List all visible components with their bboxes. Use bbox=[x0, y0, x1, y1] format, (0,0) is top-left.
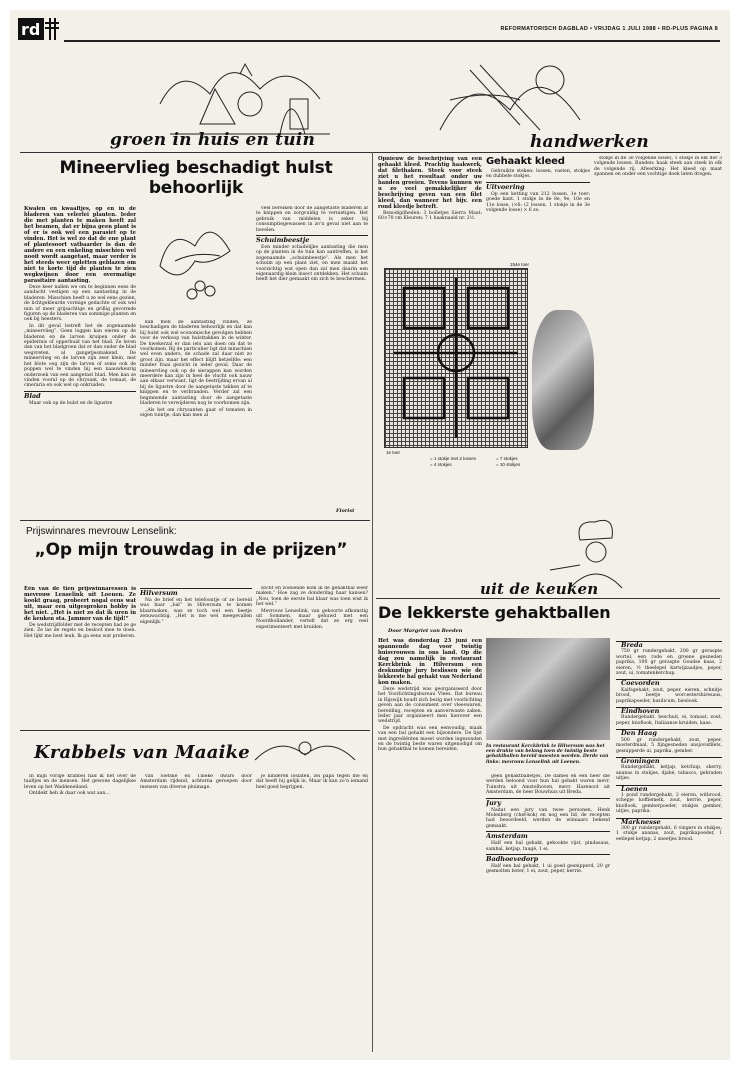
article2-col1 bbox=[24, 586, 136, 726]
article2-p4: Mevrouw Lenselink, van geboorte afkomstig uit Sommen, maar gehuwd met een Noordhollander, vertelt dat ze erg veel experimenteert met kruiden. bbox=[256, 608, 368, 630]
handwerk-col2 bbox=[486, 156, 590, 266]
recipe-text: 750 gr rundergehakt, 200 gr geraspte wortel, een rode en groene gesneden paprika, 100 gr geraspte Goudse kaas, 2 eieren, ½ theelepel karwijzaadjes, peper, zout, ui, tomatenketchup. bbox=[616, 649, 722, 677]
crochet-motif bbox=[384, 268, 528, 448]
article2-lead: Eén van de tien prijswinnaressen is mevrouw Lenselink uit Loenen. Ze kookt graag, probeert nogal eens wat uit, maar een uitgesproken hobby is het niet. „Het is niet zo dat ik uren in de keuken sta. Jammer van de tijd!” bbox=[24, 586, 136, 622]
article2-p2: Na de brief en het telefoontje of ze bereid was haar „bal” in Hilversum te komen klaarmaken, was ze toch wel een beetje zenuwachtig. „Het is me wel meegevallen eigenlijk.” bbox=[140, 598, 252, 625]
newspaper-page bbox=[10, 10, 730, 1060]
blad-text: Maar ook op de hulst en de ligustre bbox=[29, 400, 113, 406]
section-rule bbox=[20, 152, 720, 153]
article3-col2 bbox=[486, 774, 610, 1052]
handwerk-steken: Gebruikte steken: lossen, vasten, stokjes en dubbele stokjes. bbox=[486, 169, 590, 180]
section-krabbels: Krabbels van Maaike bbox=[34, 742, 250, 763]
legend-10: = 10 stokjes bbox=[496, 462, 521, 467]
recipe-title: Coevorden bbox=[616, 679, 722, 686]
article2-p1: De wedstrijdfolder met de recepten had ze ge zien. Ze las de regels en besloot mee te doen. Het lijkt me best leuk. Ik ga eens wat proberen. bbox=[24, 623, 136, 639]
chef-illustration bbox=[540, 510, 650, 590]
recipes-sidebar bbox=[616, 638, 722, 1052]
recipe-text: 1 pond rundergehakt, 2 eieren, witbrood, schepje koffiemelk, zout, kerrie, peper, knoflook, gemberpoeder, stukjes gember, uitjes, paprika. bbox=[616, 792, 722, 815]
handwerk-uitvoering: Op een ketting van 212 lossen. 1e toer: goede kant. 1 stokje in de 8e, 9e, 10e en 11e losse, (×6: (2 lossen, 1 stokje in de 3e volgende losse) × 6 zo. bbox=[486, 191, 590, 214]
handwerk-right: stokje in de 3e volgende losse), 1 stokje in elk der 3 volgende lossen. Randen: haak steek aan steek in elk de volgende rij. Afwerking: Het kleed op maat spannen en onder een vochtige doek laten drogen. bbox=[594, 156, 722, 178]
legend-4: = 4 stokjes bbox=[430, 462, 452, 467]
article2-col3 bbox=[256, 586, 368, 726]
jury-subhead: Jury bbox=[486, 798, 610, 807]
article1-bottom-rule bbox=[20, 520, 370, 521]
krabbels-illustration bbox=[250, 730, 360, 770]
krabbels-p4: je kinderen loslaten, zei papa tegen me en dat heeft hij gelijk in. Maar ik kan zo’n iemand heel goed begrijpen. bbox=[256, 774, 368, 790]
chart-first-row: 1e toer bbox=[386, 450, 401, 455]
article3-badhoeve: Half een bal gehakt, 1 ui goed gesnipperd, 20 gr gesmolten boter, 1 ei, zout, peper, kerrie. bbox=[486, 864, 610, 875]
recipe-text: Rundergehakt, beschuit, ei, tomaat, zout, peper, knoflook, Italiaanse kruiden, kaas. bbox=[616, 715, 722, 726]
doily-photo bbox=[532, 310, 594, 450]
article3-p1: Deze wedstrijd was georganiseerd door het Voorlichtingsbureau Vlees. Dat bureau in Rijswijk houdt zich bezig met voorlichting geven aan de consument over vleeswaren, bereiding, recepten en aanverwante zaken. Ieder jaar organiseert men hierover een wedstrijd. bbox=[378, 687, 482, 725]
section-groen: groen in huis en tuin bbox=[110, 130, 316, 150]
article1-p3: kan men de aantasting vinden, ze beschadigen de bladeren behoorlijk en dat kan bij hulst ook wel economische gevolgen hebben voor de verkoop van hulsttakken in de winter. De kwekerzal er dan iets aan doen om dat te voorkomen. Bij de particulier ligt dat minschien wel even anders, de schade zal daar niet zo groot zijn, maar het effect blijft hetzelfde: een minder fraai gezicht in ieder geval. Daar de mineervlieg ook op de sierappen kan worden meerdere kan zijn in heel de vlucht ook nauw aan elkaar verwant, ligt de bestrijding ervan al bij de ligustre door de aangetaste takken af te knippen en te verbranden. Verder zal een beginnende aantasting door de aangetaste bladeren te verwijderen nog te voorkomen zijn. bbox=[140, 320, 252, 407]
article1-p1: Deze keer nallen we om te beginnen eens de aandacht vestigen op een aantasting in de bladeren. Misschien heeft u ze wel eens gezien, de lichtgekleurde vormige gedachte of ook wel min of meer grijsachtige en grillig gevormde figuren op de bladeren van sommige planten en ook bij heesters. bbox=[24, 285, 136, 323]
rd-logo bbox=[18, 18, 60, 40]
keuken-rule bbox=[376, 598, 720, 599]
center-column-rule bbox=[372, 152, 373, 1052]
krabbels-col1 bbox=[24, 774, 136, 1054]
chart-count-top: 154e toer bbox=[510, 262, 530, 267]
photo-caption: In restaurant Kerckbrink te Hilversum was het een drukte van belang toen de twintig beste gehaktballen bereid moesten worden. Derde van links: mevrouw Lenselink uit Loenen. bbox=[486, 744, 609, 765]
masthead-line: REFORMATORISCH DAGBLAD • VRIJDAG 1 JULI 1988 • RD-PLUS PAGINA 8 bbox=[500, 26, 718, 32]
article1-lead: Kwalen en kwaaltjes, op en in de bladeren van velerlei planten. Ieder die met planten te maken heeft zal het beamen, dat er bijna geen plant is of er is ook wel een parasiet op te vinden. Het is wel zo dat de ene plant of plantesoort vatbaarder is dan de andere en een enkeling misschien wel nooit wordt aangetast, maar verder is het steeds weer opletten geblazen om niet te korte tijd de planten te zien wegkwijnen door een overmatige parasitaire aantasting. bbox=[24, 206, 136, 284]
article2-col2 bbox=[140, 586, 252, 726]
masthead-rule bbox=[64, 40, 720, 42]
article2-kicker: Prijswinnares mevrouw Lenselink: bbox=[26, 526, 177, 537]
krabbels-col3 bbox=[256, 774, 368, 1054]
article3-author: Door Margriet van Reeden bbox=[388, 628, 463, 634]
recipe-title: Loenen bbox=[616, 785, 722, 792]
article3-col1 bbox=[378, 638, 482, 1050]
legend-cell: = 1 stokje met 2 lossen bbox=[430, 456, 477, 461]
recipe-title: Marknesse bbox=[616, 818, 722, 825]
recipe-text: 500 gr rundergehakt, zout, peper, mosterdmaal, 5 fijngesneden ansjovisfilets, gesnipperde ui, paprika, gember. bbox=[616, 737, 722, 754]
article3-lead: Het was donderdag 23 juni een spannende dag voor twintig huisvrouwen in ons land. Op die dag zou namelijk in restaurant Kerckbrink in Hilversum een deskundige jury beslissen wie de lekkerste bal gehakt van Nederland kon maken. bbox=[378, 638, 482, 686]
handwerk-col1 bbox=[378, 156, 482, 266]
handwerk-benodigd: Benodigdheden: 3 bolletjes Sierra Maat: 60×70 cm Kleuren: 7 1 haaknaald nr. 2½. bbox=[378, 211, 482, 222]
article3-amsterdam: Half een bal gehakt, gekookte rijst, pindasaus, sambal, ketjap, taugé, 1 ei. bbox=[486, 841, 610, 852]
krabbels-p2: Ontdekt heb ik daar ook wat aan... bbox=[29, 791, 110, 797]
svg-text:rd: rd bbox=[21, 20, 41, 39]
recipe-text: 300 gr rundergehakt, 6 vingers in stukjes, 1 stukje ananas, zout, paprikapoeder, 1 eetlepel ketjap, 2 sneetjes brood. bbox=[616, 825, 722, 842]
recipe-title: Eindhoven bbox=[616, 707, 722, 714]
article3-jury: Nadat een jury van twee personen, Henk Molenberg (chef-kok) en nog een lid, de recepten had beoordeeld, werden de winnaars bekend gemaakt. bbox=[486, 807, 610, 829]
section-handwerken: handwerken bbox=[530, 132, 649, 152]
recipe-title: Breda bbox=[616, 641, 722, 648]
handwerk-col3 bbox=[594, 156, 722, 521]
handwork-illustration bbox=[430, 50, 600, 140]
handwerk-title: Gehaakt kleed bbox=[486, 156, 565, 167]
krabbels-p3: van Sietske en Tineke dwars door Amsterdam rijdend, achterna geroepen door mensen van diverse pluimage. bbox=[140, 774, 252, 790]
article1-col2 bbox=[140, 320, 252, 516]
article2-p3: zocht en zodoende kom ik de gehaktbal weer maken.” Hoe zag ze donderdag haar kansen? „Nou, toen de eerste bal klaar was toen wist ik het wel.” bbox=[256, 586, 368, 608]
article1-p5: veel bereiken door de aangetaste bladeren af te knippen en zorgvuldig te vernietigen. Het gebruik van middelen is zeker bij consumptiegewassen in zo’n geval niet aan te bevelen. bbox=[256, 206, 368, 233]
article1-col3 bbox=[256, 206, 368, 516]
article1-p6: Een minder schadelijke aantasting die men op de planten in de tuin kan aantreffen, is het zogenaamde „schuimbeestje”. Als men het schuim op een plant ziet, en men maakt het voorzichtig wat open dan zal men daarin een eigenaardig klein insect ontdekken. Het schuim heeft het dier gemaakt om zich te beschermen. bbox=[256, 245, 368, 283]
article3-p2: De opdracht was een eenvoudig, maak van een bal gehakt een bijzondere. De lijst met ingrediënten moest worden ingezonden en de twintig beste waren uitgenodigd om hun gehaktbal te komen bereiden. bbox=[378, 725, 482, 753]
article2-headline: „Op mijn trouwdag in de prijzen” bbox=[34, 540, 348, 560]
article1-headline: Mineervlieg beschadigt hulst behoorlijk bbox=[59, 158, 333, 198]
recipe-text: Rundergehakt, ketjap, ketchup, sherry, ananas in stukjes, djahé, tabasco, gebraden uitjes. bbox=[616, 765, 722, 782]
article3-headline: De lekkerste gehaktballen bbox=[378, 603, 611, 622]
blad-subhead: Blad bbox=[24, 391, 136, 400]
article3-right1: geen gehaktballetjes. De dames en één heer die werden beloond voor hun bal gehakt waren mevr. Tuinstra uit Amstelhoven, mevr. Hazenoot uit Amsterdam, de heer Bouwhuis uit Breda. bbox=[486, 774, 610, 796]
recipe-text: Kalfsgehakt, zout, peper, eieren, schnitje brood, beetje worcestershiresaus, paprikapoeder, basilicum, bieslook. bbox=[616, 687, 722, 704]
legend-7: = 7 stokjes bbox=[496, 456, 518, 461]
article1-col1 bbox=[24, 206, 136, 516]
recipe-title: Groningen bbox=[616, 757, 722, 764]
krabbels-p1: In mijn vorige krabbel had ik het over de taaltjes en de mensen. Het gewone dagelijkse leven op het Waddeneiland. bbox=[24, 774, 136, 790]
article1-signature: Florist bbox=[336, 508, 355, 514]
krabbels-col2 bbox=[140, 774, 252, 1054]
recipe-title: Den Haag bbox=[616, 729, 722, 736]
article1-p2: In dit geval betreft het de zogenaamde „mineervlieg”. Geen loggen kan eieren op de bladeren en de larven kruipen onder de epidermis of opperhuid van het blad. Ze leven dan van het bladgroen dat er dan onder de blad wegvreten, al gangetjesmakend. De mineervlieg en de larven zijn zeer klein, met het blote oog zijn de larven of soms ook de poppen wel te vinden bij een naauwkeurig onderzoek van een aangetast blad. Men kan ze vinden vooral op de chrysant, de tomaat, de cineraria en ook wel op onkruiden. bbox=[24, 323, 136, 389]
badhoeve-subhead: Badhoevedorp bbox=[486, 854, 610, 863]
handwerk-lead: Opnieuw de beschrijving van een gehaakt kleed. Prachtig haakwerk, dat filethaken. Steek voor steek ziet u het resultaat onder uw handen groeien. Tevens kunnen we u zo veel gemakkelijker de beschrijving geven van een filet kleed, dan wanneer het bijv. een rond kleedje betreft. bbox=[378, 156, 482, 210]
holly-illustration bbox=[140, 206, 252, 316]
uitvoering-subhead: Uitvoering bbox=[486, 182, 590, 191]
amsterdam-subhead: Amsterdam bbox=[486, 831, 610, 840]
article1-p4: „Als het om chrysanten gaat of tomaten in eigen tuintje, dan kan men al bbox=[140, 407, 252, 418]
schuim-subhead: Schuimbeestje bbox=[256, 235, 368, 244]
garden-illustration bbox=[140, 44, 350, 144]
section-keuken: uit de keuken bbox=[480, 580, 599, 598]
restaurant-photo bbox=[486, 638, 610, 740]
hilversum-subhead: Hilversum bbox=[140, 588, 252, 597]
